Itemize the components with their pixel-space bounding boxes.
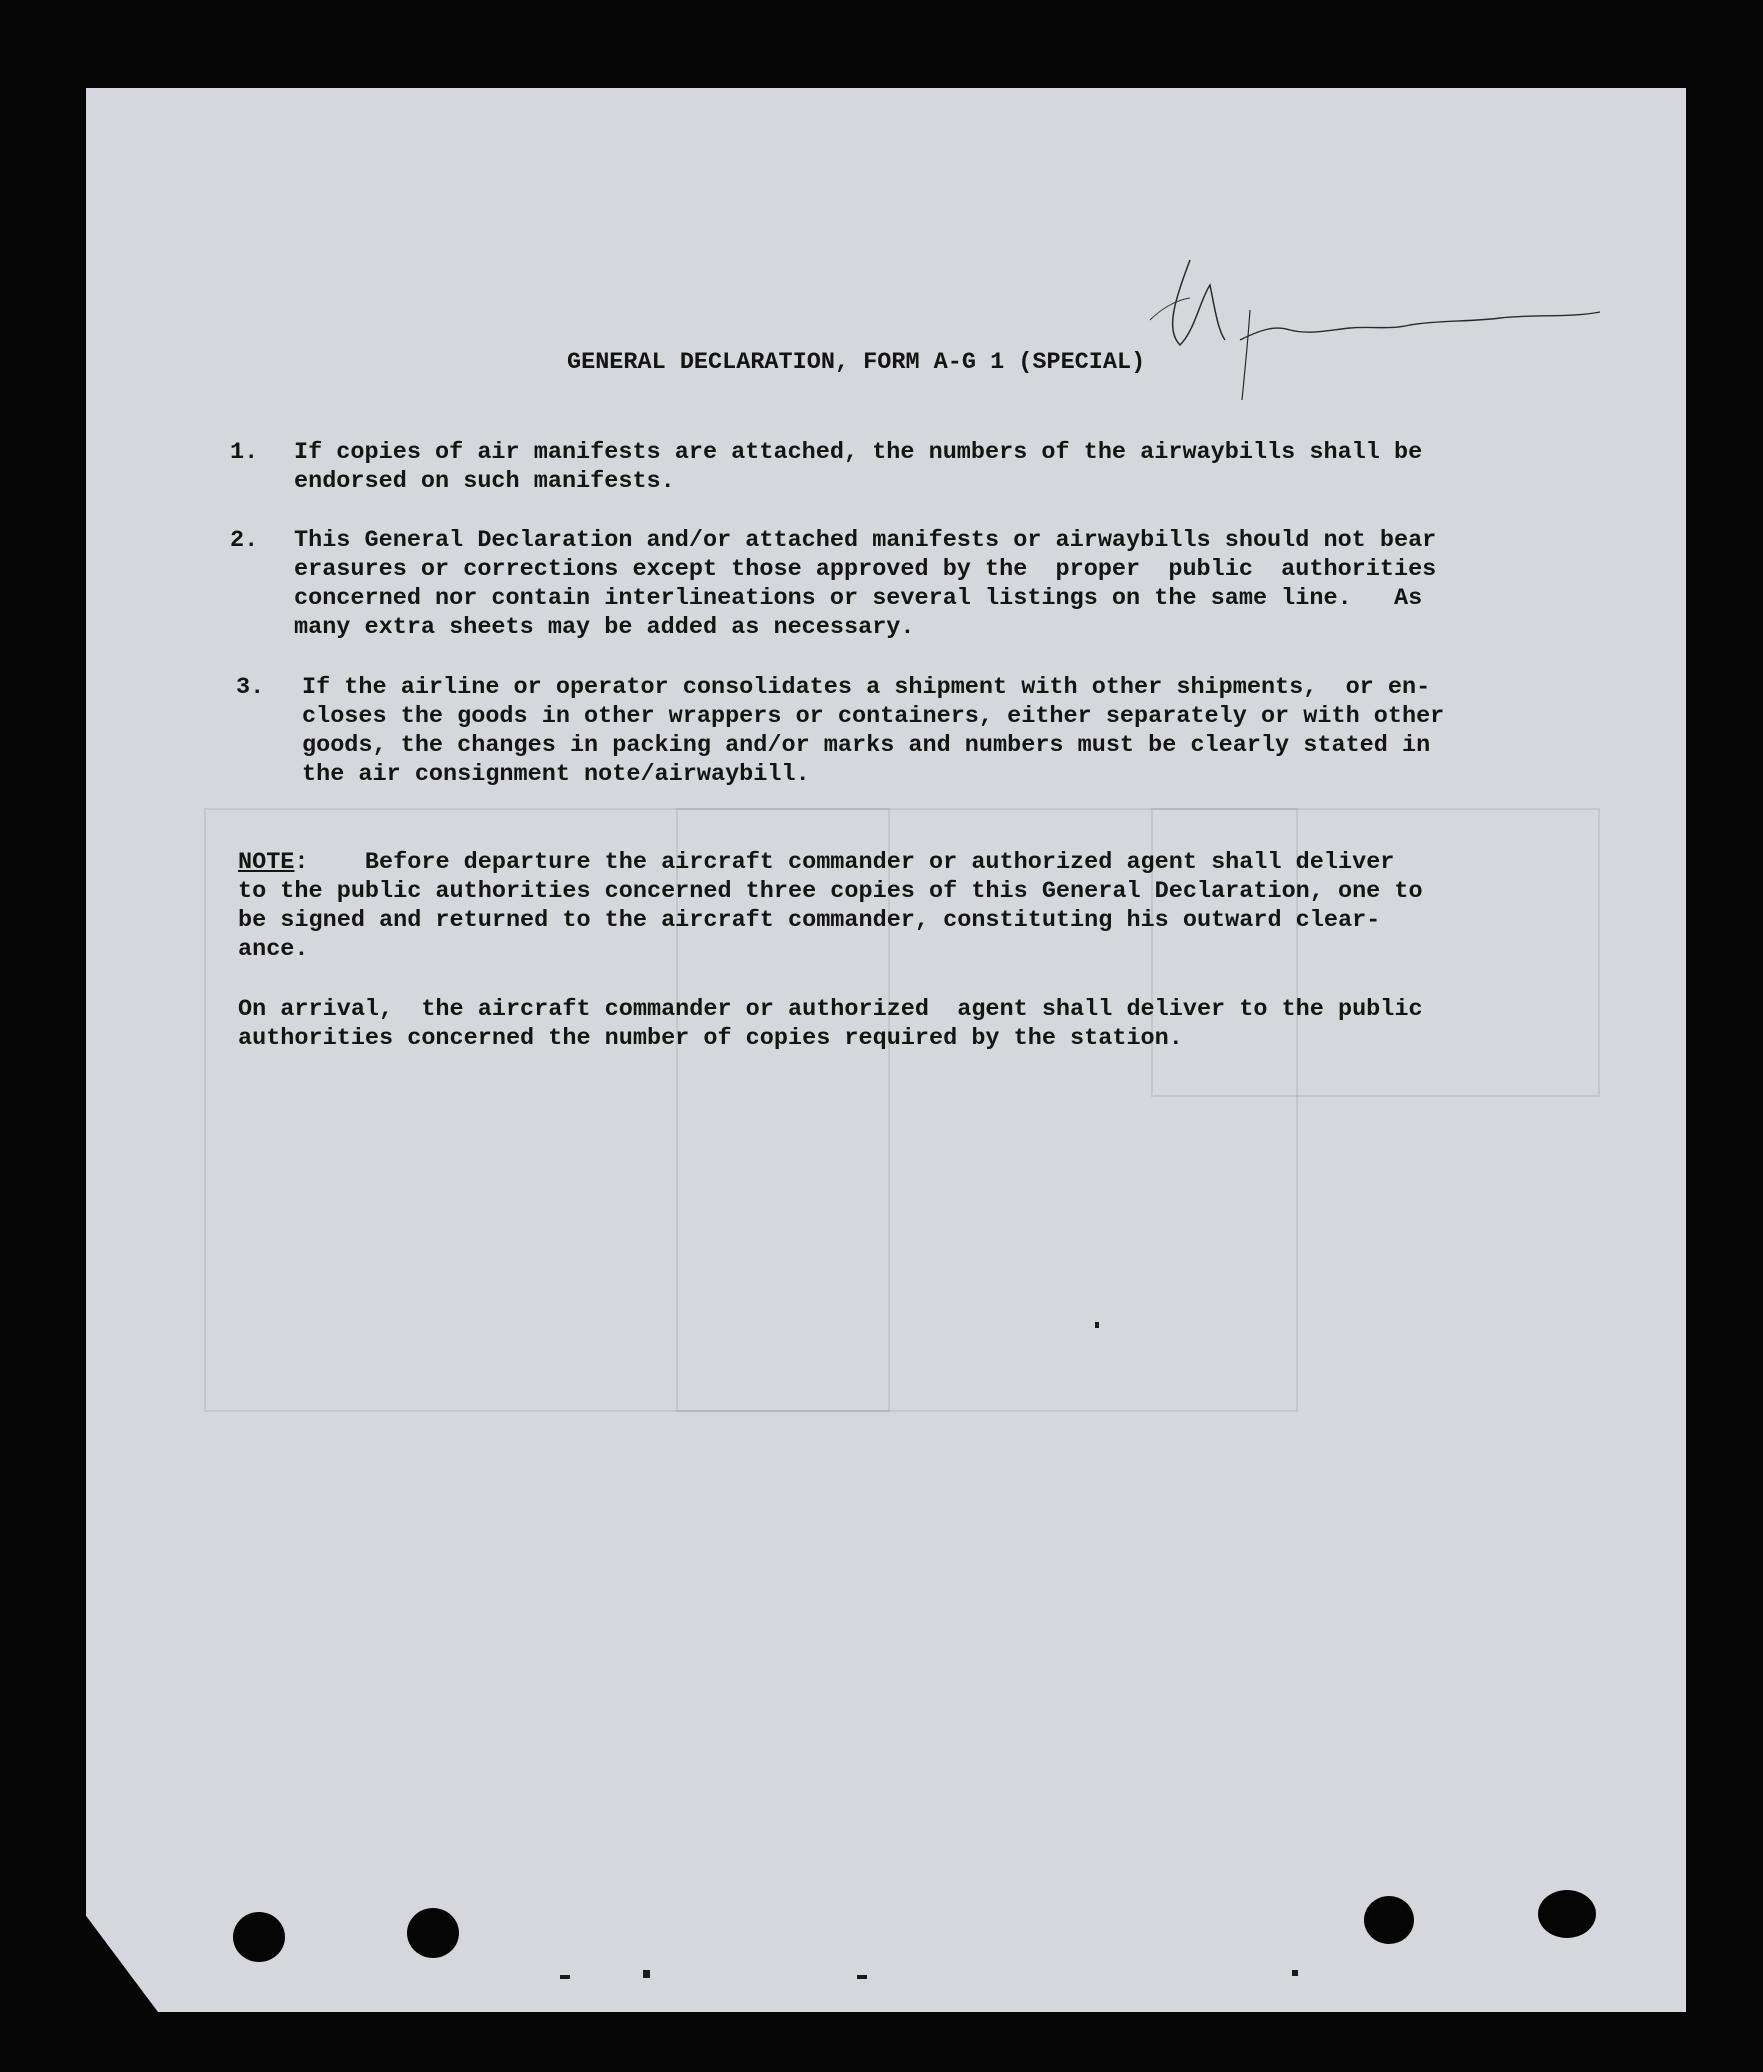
item-3-line-4: the air consignment note/airwaybill. xyxy=(302,761,810,788)
punch-hole xyxy=(407,1908,459,1958)
item-3-line-3: goods, the changes in packing and/or marks and numbers must be clearly stated in xyxy=(302,732,1431,759)
item-3-line-1: If the airline or operator consolidates a shipment with other shipments, or en- xyxy=(302,674,1431,701)
punch-hole xyxy=(1538,1890,1596,1938)
punch-hole xyxy=(233,1912,285,1962)
document-title: GENERAL DECLARATION, FORM A-G 1 (SPECIAL) xyxy=(567,349,1146,376)
item-number: 2. xyxy=(230,527,259,554)
item-2-line-1: This General Declaration and/or attached manifests or airwaybills should not bear xyxy=(294,527,1437,554)
item-number: 3. xyxy=(236,674,265,701)
note-line-4: ance. xyxy=(238,936,309,963)
item-2-line-3: concerned nor contain interlineations or several listings on the same line. As xyxy=(294,585,1423,612)
arrival-line-1: On arrival, the aircraft commander or authorized agent shall deliver to the public xyxy=(238,996,1423,1023)
item-3-line-2: closes the goods in other wrappers or containers, either separately or with other xyxy=(302,703,1445,730)
note-line-3: be signed and returned to the aircraft commander, constituting his outward clear- xyxy=(238,907,1381,934)
speck xyxy=(1292,1970,1298,1976)
punch-hole xyxy=(1364,1896,1414,1944)
item-1-line-2: endorsed on such manifests. xyxy=(294,468,675,495)
note-line-1 xyxy=(238,848,1394,877)
speck xyxy=(1095,1322,1099,1328)
speck xyxy=(857,1975,867,1979)
note-first-line-text: : Before departure the aircraft commander or authorized agent shall deliver xyxy=(294,849,1395,876)
item-2-line-2: erasures or corrections except those approved by the proper public authorities xyxy=(294,556,1437,583)
arrival-line-2: authorities concerned the number of copies required by the station. xyxy=(238,1025,1183,1052)
speck xyxy=(560,1975,570,1979)
note-line-2: to the public authorities concerned three copies of this General Declaration, one to xyxy=(238,878,1423,905)
speck xyxy=(643,1970,650,1978)
item-2-line-4: many extra sheets may be added as necessary. xyxy=(294,614,915,641)
note-label: NOTE xyxy=(238,849,295,876)
item-1-line-1: If copies of air manifests are attached, the numbers of the airwaybills shall be xyxy=(294,439,1423,466)
item-number: 1. xyxy=(230,439,259,466)
